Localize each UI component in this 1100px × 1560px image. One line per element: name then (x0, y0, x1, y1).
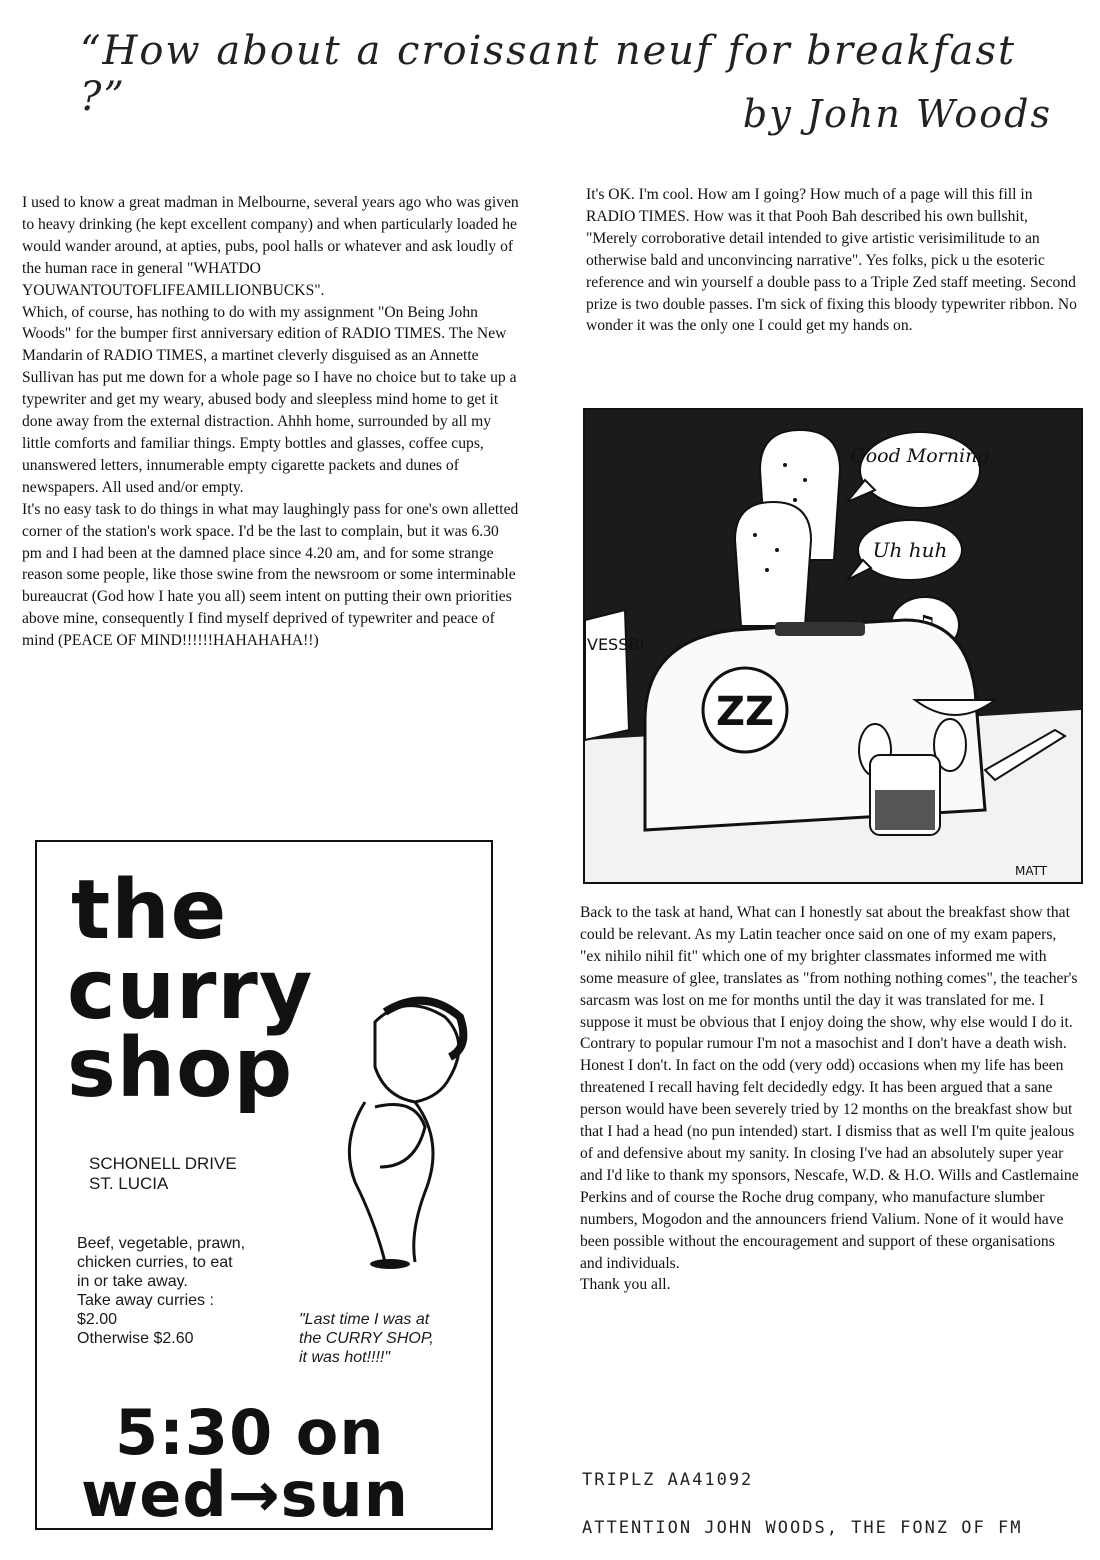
ad-menu-line: chicken curries, to eat (77, 1254, 233, 1271)
ad-menu-price-takeaway: $2.00 (77, 1311, 118, 1328)
ad-heading-the: the (71, 863, 228, 958)
article-byline: by John Woods (742, 92, 1052, 136)
ad-time: 5:30 on (115, 1396, 385, 1469)
ad-menu (77, 1234, 307, 1348)
typed-note-fonz: ATTENTION JOHN WOODS, THE FONZ OF FM (582, 1518, 1023, 1538)
sign-off: Thank you all. (580, 1276, 671, 1294)
sweating-figure-illustration (305, 992, 475, 1272)
paragraph-madman: I used to know a great madman in Melbourne, several years ago who was given to heavy drinking (he kept excellent company) and when particularly loaded he would wander around, at apties, pubs, pool halls or whatever and ask loudly of the human race in general "WHATDO YOUWANTOUTOFLIFEAMILLIONBUCKS". (22, 194, 519, 299)
ad-address-suburb: ST. LUCIA (89, 1174, 169, 1193)
cereal-box-label: VESSBI (587, 635, 645, 654)
typed-note-triplz: TRIPLZ AA41092 (582, 1470, 754, 1490)
ad-quote-line: the CURRY SHOP, (299, 1330, 434, 1347)
paragraph-back-to-task: Back to the task at hand, What can I honestly sat about the breakfast show that could be relevant. As my Latin teacher once said on one of my exam papers, "ex nihilo nihil fit" which one of my brighter classmates informed me with some measure of glee, translates as "from nothing nothing comes", the teacher's sarcasm was lost on me for months until the day it was translated for me. I suppose it must be obvious that I enjoy doing the show, why else would I do it. Contrary to popular rumour I'm not a masochist and I don't have a death wish. Honest I don't. In fact on the odd (very odd) occasions when my life has been threatened I recall having felt decidedly edgy. It has been argued that a sane person would have been severely tried by 12 months on the breakfast show but that I had a head (no pun intended) start. I dismiss that as well I'm quite jealous of and defensive about my sanity. In closing I've had an absolutely super year and I'd like to thank my sponsors, Nescafe, W.D. & H.O. Wills and Castlemaine Perkins and of course the Roche drug company, who manufacture slumber numbers, Mogodon and the announcers friend Valium. None of it would have been possible without the encouragement and support of these organisations and individuals. (580, 904, 1079, 1272)
curry-shop-ad (35, 840, 493, 1530)
bubble-uh-huh: Uh huh (872, 538, 948, 562)
ad-menu-price-otherwise: Otherwise $2.60 (77, 1330, 194, 1347)
ad-menu-line: in or take away. (77, 1273, 188, 1290)
paragraph-workspace: It's no easy task to do things in what may laughingly pass for one's own alletted corner of the station's work space. I'd be the last to complain, but it was 6.30 pm and I had been at the damned place since 4.20 am, and for some strange reason some people, like those swine from the newsroom or some interminable bureaucrat (God how I hate you all) seem intent on putting their own priorities above mine, consequently I find myself deprived of typewriter and peace of mind (PEACE OF MIND!!!!!!HAHAHAHA!!) (22, 500, 519, 650)
left-column (22, 192, 522, 652)
toaster-cartoon (583, 408, 1083, 884)
svg-text:ZZ: ZZ (715, 689, 775, 735)
paragraph-im-ok: It's OK. I'm cool. How am I going? How much of a page will this fill in RADIO TIMES. How was it that Pooh Bah described his own bullshit, "Merely corroborative detail intended to give artistic verisimilitude to an otherwise bald and unconvincing narrative". Yes folks, pick u the esoteric reference and win yourself a double pass to a Triple Zed staff meeting. Second prize is two double passes. I'm sick of fixing this bloody typewriter ribbon. No wonder it was the only one I could get my hands on. (586, 186, 1077, 335)
ad-quote-line: it was hot!!!!" (299, 1349, 391, 1366)
ad-heading-curry: curry (67, 943, 314, 1038)
ad-heading-shop: shop (67, 1021, 294, 1116)
ad-address (89, 1154, 237, 1194)
ad-days: wed→sun (81, 1458, 409, 1531)
ad-quote (299, 1310, 479, 1367)
ad-quote-line: "Last time I was at (299, 1311, 430, 1328)
right-column-top (586, 184, 1082, 337)
bubble-good-morning: Good Morning (850, 445, 990, 467)
ad-address-street: SCHONELL DRIVE (89, 1154, 237, 1173)
paragraph-assignment: Which, of course, has nothing to do with my assignment "On Being John Woods" for the bumper first anniversary edition of RADIO TIMES. The New Mandarin of RADIO TIMES, a martinet cleverly disguised as an Annette Sullivan has put me down for a whole page so I have no choice but to take up a typewriter and get my weary, abused body and sleepless mind home to get it done away from the external distraction. Ahhh home, surrounded by all my little comforts and familiar things. Empty bottles and glasses, coffee cups, unanswered letters, innumerable empty cigarette packets and dunes of newspapers. All used and/or empty. (22, 303, 517, 496)
right-column-bottom (580, 902, 1080, 1296)
cartoonist-signature: MATT (1015, 864, 1048, 878)
ad-menu-line: Beef, vegetable, prawn, (77, 1235, 246, 1252)
ad-menu-line: Take away curries : (77, 1292, 214, 1309)
article-title: “How about a croissant neuf for breakfast ?” (80, 28, 1017, 120)
cartoon-illustration (585, 410, 1081, 882)
